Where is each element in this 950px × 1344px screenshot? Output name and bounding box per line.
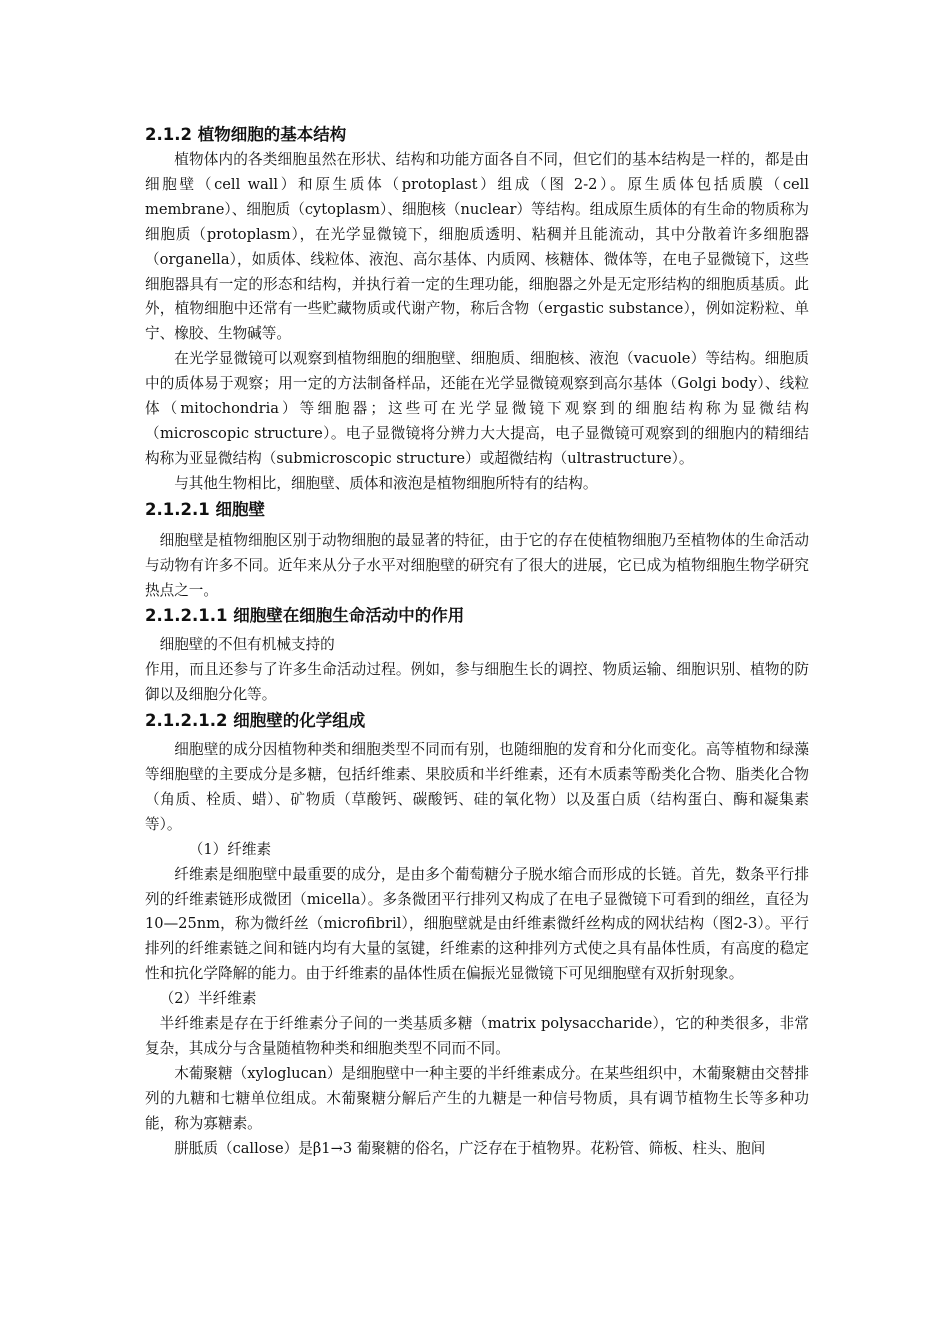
paragraph: 与其他生物相比，细胞壁、质体和液泡是植物细胞所特有的结构。 [174,474,598,492]
paragraph: 作用，而且还参与了许多生命活动过程。例如，参与细胞生长的调控、物质运输、细胞识别、植物的防御以及细胞分化等。 [145,661,809,704]
paragraph-line: 细胞壁的不但有机械支持的 [159,636,335,654]
paragraph: 细胞壁是植物细胞区别于动物细胞的最显著的特征，由于它的存在使植物细胞乃至植物体的生命活动与动物有许多不同。近年来从分子水平对细胞壁的研究有了很大的进展，它已成为植物细胞生物学研究热点之一。 [145,531,809,599]
section-heading-2-1-2-1-2: 2.1.2.1.2 细胞壁的化学组成 [145,711,366,731]
subheading-hemicellulose: （2）半纤维素 [159,990,257,1008]
paragraph: 木葡聚糖（xyloglucan）是细胞壁中一种主要的半纤维素成分。在某些组织中，木葡聚糖由交替排列的九糖和七糖单位组成。木葡聚糖分解后产生的九糖是一种信号物质，具有调节植物生长等多种功能，称为寡糖素。 [145,1064,809,1132]
paragraph: 在光学显微镜可以观察到植物细胞的细胞壁、细胞质、细胞核、液泡（vacuole）等结构。细胞质中的质体易于观察；用一定的方法制备样品，还能在光学显微镜观察到高尔基体（Golgi body）、线粒体（mitochondria）等细胞器；这些可在光学显微镜下观察到的细胞结构称为显微结构（microscopic structure）。电子显微镜将分辨力大大提高，电子显微镜可观察到的细胞内的精细结构称为亚显微结构（submicroscopic structure）或超微结构（ultrastructure）。 [145,350,809,467]
paragraph: 植物体内的各类细胞虽然在形状、结构和功能方面各自不同，但它们的基本结构是一样的，都是由细胞壁（cell wall）和原生质体（protoplast）组成（图 2-2）。原生质体包括质膜（cell membrane）、细胞质（cytoplasm）、细胞核（nuclear）等结构。组成原生质体的有生命的物质称为细胞质（protoplasm），在光学显微镜下，细胞质透明、粘稠并且能流动，其中分散着许多细胞器（organella），如质体、线粒体、液泡、高尔基体、内质网、核糖体、微体等，在电子显微镜下，这些细胞器具有一定的形态和结构，并执行着一定的生理功能，细胞器之外是无定形结构的细胞质基质。此外，植物细胞中还常有一些贮藏物质或代谢产物，称后含物（ergastic substance），例如淀粉粒、单宁、橡胶、生物碱等。 [145,151,809,343]
paragraph: 半纤维素是存在于纤维素分子间的一类基质多糖（matrix polysaccharide），它的种类很多，非常复杂，其成分与含量随植物种类和细胞类型不同而不同。 [145,1015,809,1057]
section-heading-2-1-2-1-1: 2.1.2.1.1 细胞壁在细胞生命活动中的作用 [145,606,465,626]
document-page [145,122,809,1162]
subheading-cellulose: （1）纤维素 [188,840,272,858]
paragraph: 细胞壁的成分因植物种类和细胞类型不同而有别，也随细胞的发育和分化而变化。高等植物和绿藻等细胞壁的主要成分是多糖，包括纤维素、果胶质和半纤维素，还有木质素等酚类化合物、脂类化合物（角质、栓质、蜡）、矿物质（草酸钙、碳酸钙、硅的氧化物）以及蛋白质（结构蛋白、酶和凝集素等）。 [145,741,809,833]
section-heading-2-1-2: 2.1.2 植物细胞的基本结构 [145,125,347,144]
section-heading-2-1-2-1: 2.1.2.1 细胞壁 [145,499,265,519]
paragraph: 纤维素是细胞壁中最重要的成分，是由多个葡萄糖分子脱水缩合而形成的长链。首先，数条平行排列的纤维素链形成微团（micella）。多条微团平行排列又构成了在电子显微镜下可看到的细丝，直径为10—25nm，称为微纤丝（microfibril），细胞壁就是由纤维素微纤丝构成的网状结构（图2-3）。平行排列的纤维素链之间和链内均有大量的氢键，纤维素的这种排列方式使之具有晶体性质，有高度的稳定性和抗化学降解的能力。由于纤维素的晶体性质在偏振光显微镜下可见细胞壁有双折射现象。 [145,865,809,983]
paragraph: 胼胝质（callose）是β1→3 葡聚糖的俗名，广泛存在于植物界。花粉管、筛板、柱头、胞间 [174,1139,766,1157]
